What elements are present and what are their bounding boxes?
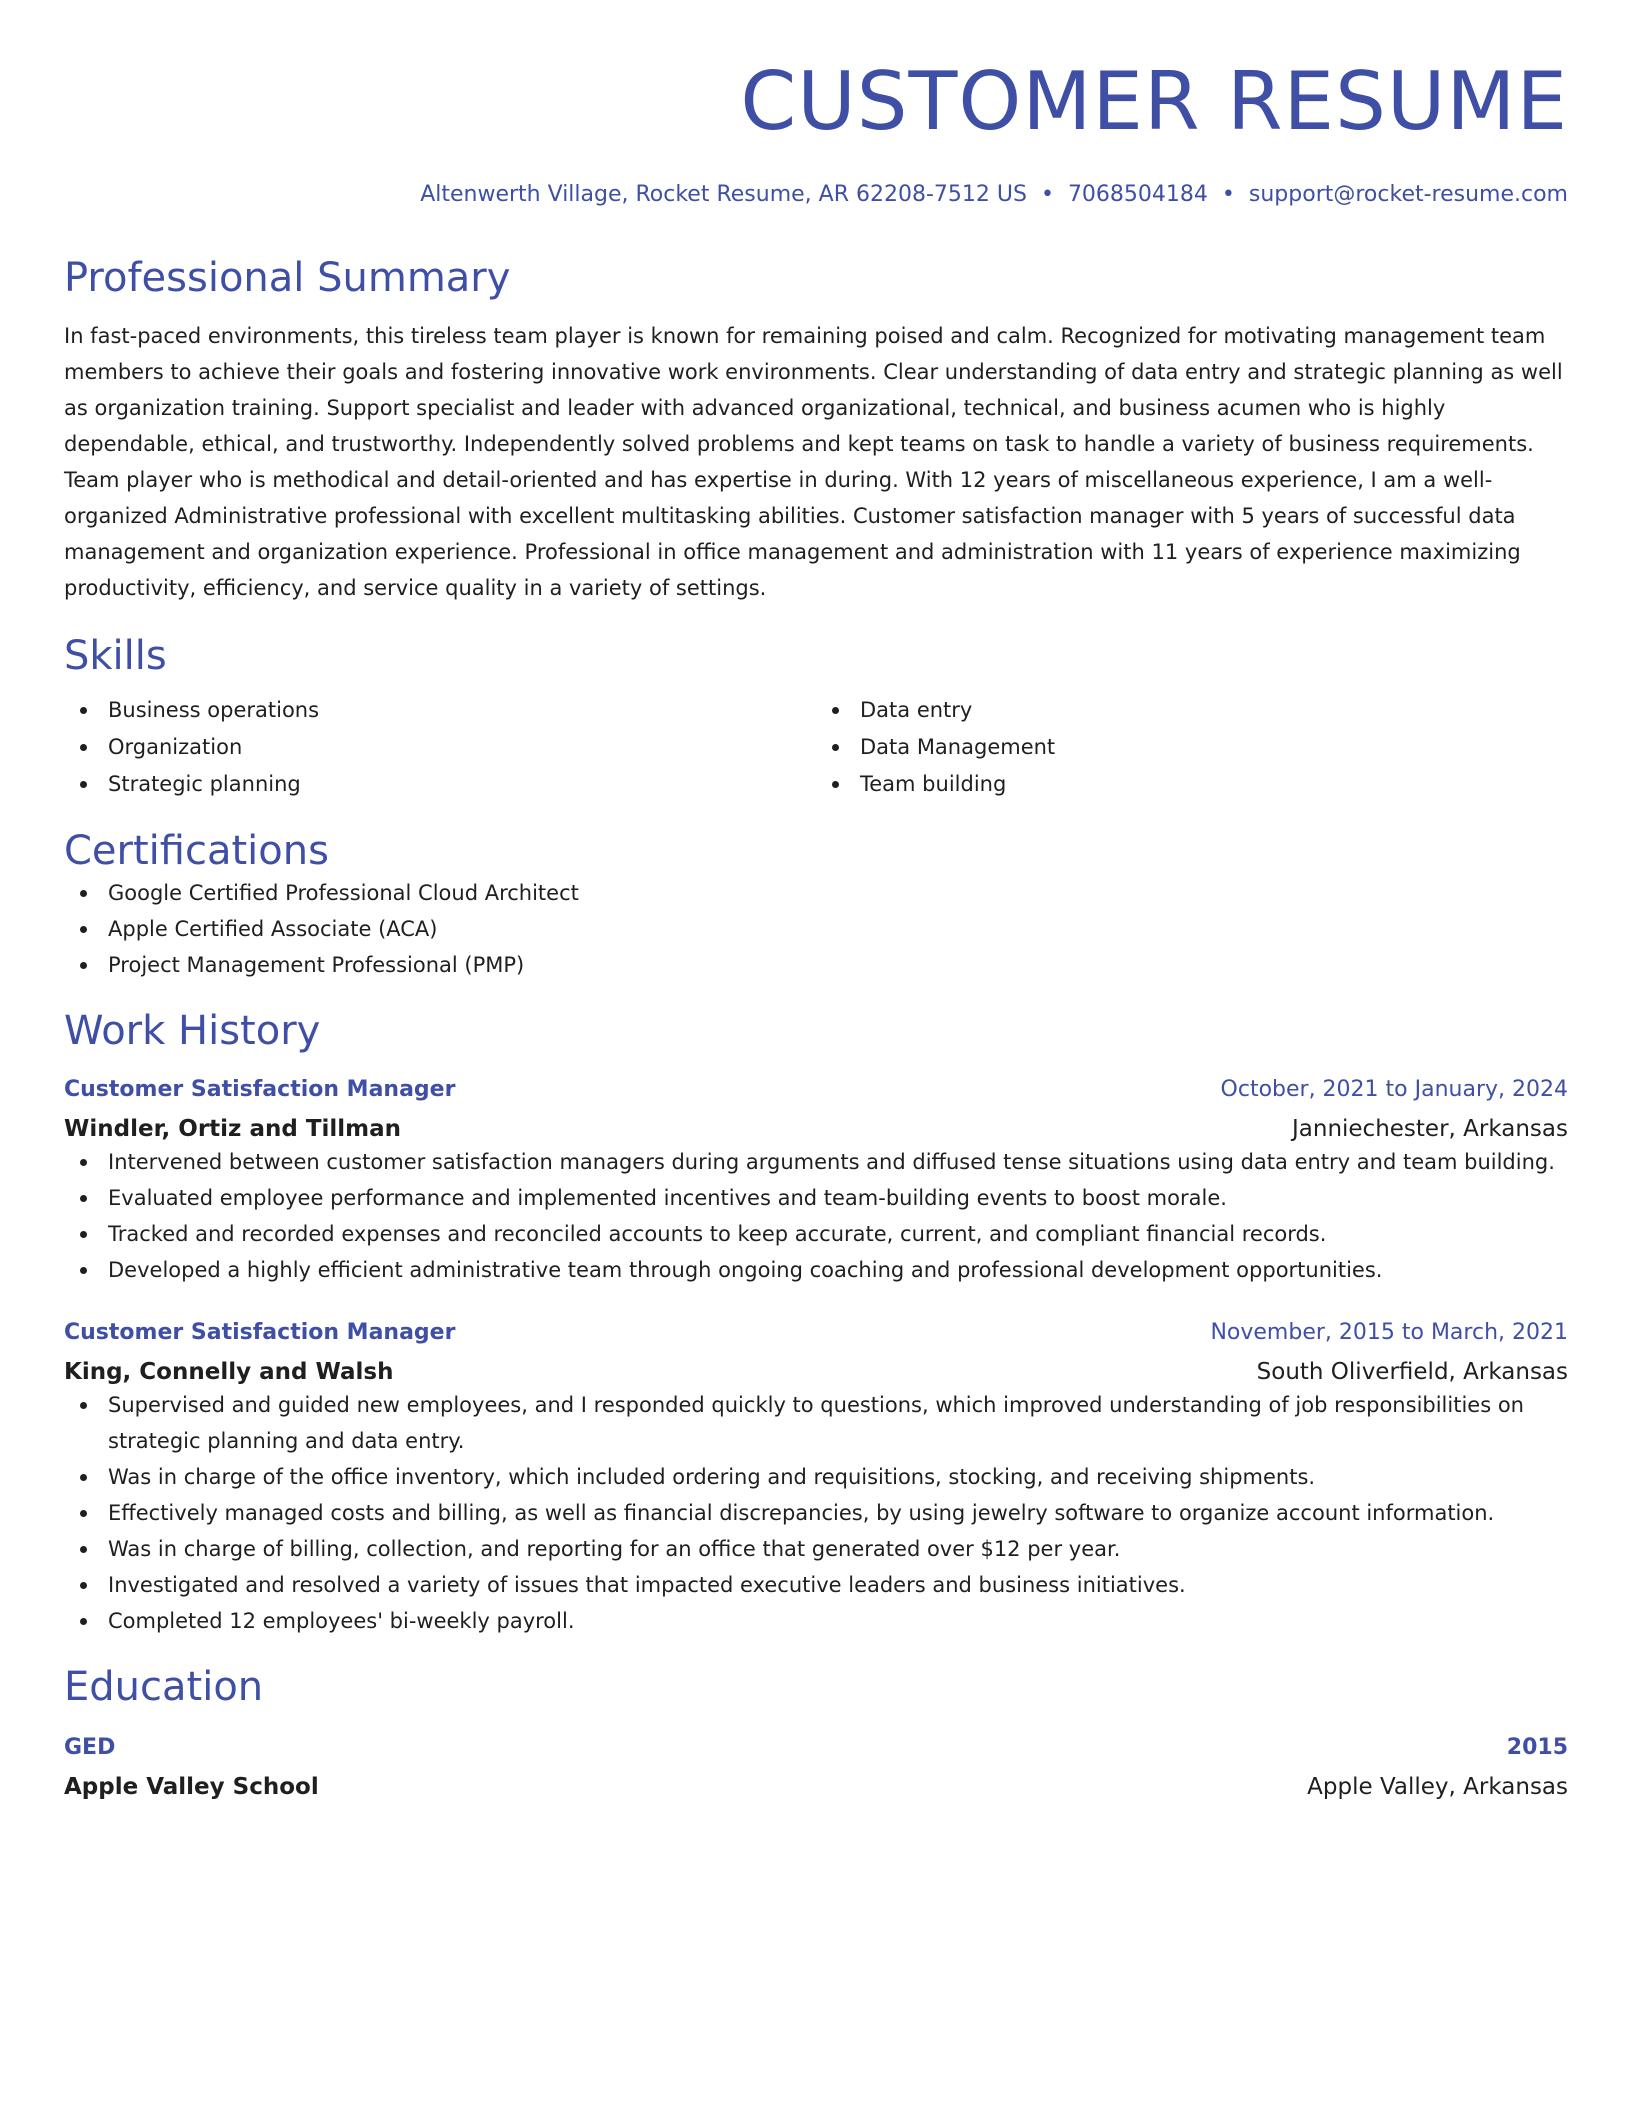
bullet-dot [80, 1231, 87, 1238]
resume-name: CUSTOMER RESUME [740, 55, 1568, 148]
job-header [64, 1075, 1568, 1105]
bullet-dot [80, 962, 87, 969]
job-bullet [64, 1144, 1568, 1180]
job-dates: October, 2021 to January, 2024 [1220, 1077, 1568, 1102]
skill-item [816, 729, 1568, 766]
job-bullet-text: Completed 12 employees' bi-weekly payroll. [108, 1609, 575, 1633]
education-location: Apple Valley, Arkansas [1307, 1774, 1568, 1800]
certifications-list [64, 875, 1568, 983]
bullet-dot [80, 1267, 87, 1274]
skill-item [816, 766, 1568, 803]
bullet-dot [832, 707, 839, 714]
skill-label: Team building [860, 772, 1007, 796]
education-header [64, 1733, 1568, 1763]
contact-email[interactable]: support@rocket-resume.com [1248, 182, 1568, 207]
job-title: Customer Satisfaction Manager [64, 1077, 456, 1102]
job-bullet [64, 1180, 1568, 1216]
bullet-dot [832, 744, 839, 751]
job-entry [64, 1075, 1568, 1288]
job-bullet-text: Intervened between customer satisfaction managers during arguments and diffused tense situations using data entry and team building. [108, 1150, 1555, 1174]
job-entry [64, 1318, 1568, 1639]
job-company: Windler, Ortiz and Tillman [64, 1116, 402, 1142]
bullet-dot [80, 1582, 87, 1589]
certification-item [64, 911, 1568, 947]
job-bullet [64, 1387, 1568, 1459]
job-bullet-text: Developed a highly efficient administrative team through ongoing coaching and professional development opportunities. [108, 1258, 1383, 1282]
skill-label: Data Management [860, 735, 1056, 759]
contact-address: Altenwerth Village, Rocket Resume, AR 62208-7512 US [420, 182, 1027, 207]
job-bullets [64, 1387, 1568, 1639]
certification-label: Apple Certified Associate (ACA) [108, 917, 438, 941]
skill-label: Business operations [108, 698, 320, 722]
job-bullet [64, 1603, 1568, 1639]
bullet-dot [80, 781, 87, 788]
summary-heading: Professional Summary [64, 255, 511, 301]
contact-separator: • [1040, 182, 1054, 207]
skills-column-right [816, 692, 1568, 803]
skill-item [64, 729, 816, 766]
certification-item [64, 947, 1568, 983]
job-location: Janniechester, Arkansas [1291, 1116, 1568, 1142]
job-bullet [64, 1459, 1568, 1495]
job-header [64, 1318, 1568, 1348]
certification-label: Google Certified Professional Cloud Architect [108, 881, 579, 905]
job-bullet-text: Investigated and resolved a variety of issues that impacted executive leaders and business initiatives. [108, 1573, 1186, 1597]
education-school: Apple Valley School [64, 1774, 319, 1800]
contact-phone: 7068504184 [1067, 182, 1208, 207]
skills-column-left [64, 692, 816, 803]
contact-separator: • [1221, 182, 1235, 207]
job-bullet-text: Effectively managed costs and billing, as well as financial discrepancies, by using jewelry software to organize account information. [108, 1501, 1495, 1525]
bullet-dot [80, 1618, 87, 1625]
bullet-dot [80, 1474, 87, 1481]
job-bullets [64, 1144, 1568, 1288]
job-dates: November, 2015 to March, 2021 [1210, 1320, 1568, 1345]
bullet-dot [80, 1546, 87, 1553]
skill-item [64, 692, 816, 729]
bullet-dot [80, 890, 87, 897]
summary-text: In fast-paced environments, this tireless team player is known for remaining poised and calm. Recognized for motivating management team members to achieve their goals and fostering innovative work environments. Clear understanding of data entry and strategic planning as well as organization training. Support specialist and leader with advanced organizational, technical, and business acumen who is highly dependable, ethical, and trustworthy. Independently solved problems and kept teams on task to handle a variety of business requirements. Team player who is methodical and detail-oriented and has expertise in during. With 12 years of miscellaneous experience, I am a well-organized Administrative professional with excellent multitasking abilities. Customer satisfaction manager with 5 years of successful data management and organization experience. Professional in office management and administration with 11 years of experience maximizing productivity, efficiency, and service quality in a variety of settings. [64, 324, 1563, 600]
education-entry [64, 1733, 1568, 1802]
job-bullet [64, 1252, 1568, 1288]
job-bullet [64, 1216, 1568, 1252]
education-degree: GED [64, 1735, 116, 1760]
bullet-dot [80, 926, 87, 933]
education-subheader [64, 1772, 1568, 1802]
job-bullet [64, 1495, 1568, 1531]
skill-item [64, 766, 816, 803]
contact-line [64, 180, 1568, 210]
skill-label: Data entry [860, 698, 973, 722]
certification-label: Project Management Professional (PMP) [108, 953, 525, 977]
bullet-dot [80, 1195, 87, 1202]
job-bullet-text: Evaluated employee performance and implemented incentives and team-building events to boost morale. [108, 1186, 1227, 1210]
job-bullet [64, 1567, 1568, 1603]
skills-grid [64, 692, 1568, 803]
bullet-dot [80, 707, 87, 714]
job-bullet-text: Tracked and recorded expenses and reconciled accounts to keep accurate, current, and compliant financial records. [108, 1222, 1327, 1246]
bullet-dot [80, 1159, 87, 1166]
bullet-dot [80, 1510, 87, 1517]
education-year: 2015 [1506, 1735, 1568, 1760]
job-title: Customer Satisfaction Manager [64, 1320, 456, 1345]
job-bullet-text: Was in charge of billing, collection, and reporting for an office that generated over $12 per year. [108, 1537, 1121, 1561]
job-location: South Oliverfield, Arkansas [1256, 1359, 1568, 1385]
bullet-dot [80, 744, 87, 751]
job-subheader [64, 1357, 1568, 1387]
certifications-heading: Certifications [64, 828, 329, 874]
skills-heading: Skills [64, 633, 167, 679]
job-bullet-text: Supervised and guided new employees, and I responded quickly to questions, which improved understanding of job responsibilities on strategic planning and data entry. [108, 1393, 1524, 1453]
job-company: King, Connelly and Walsh [64, 1359, 394, 1385]
job-subheader [64, 1114, 1568, 1144]
skill-item [816, 692, 1568, 729]
skill-label: Strategic planning [108, 772, 301, 796]
certification-item [64, 875, 1568, 911]
work-history-heading: Work History [64, 1008, 321, 1054]
job-bullet [64, 1531, 1568, 1567]
education-heading: Education [64, 1664, 264, 1710]
bullet-dot [832, 781, 839, 788]
skill-label: Organization [108, 735, 243, 759]
bullet-dot [80, 1402, 87, 1409]
job-bullet-text: Was in charge of the office inventory, which included ordering and requisitions, stocking, and receiving shipments. [108, 1465, 1316, 1489]
